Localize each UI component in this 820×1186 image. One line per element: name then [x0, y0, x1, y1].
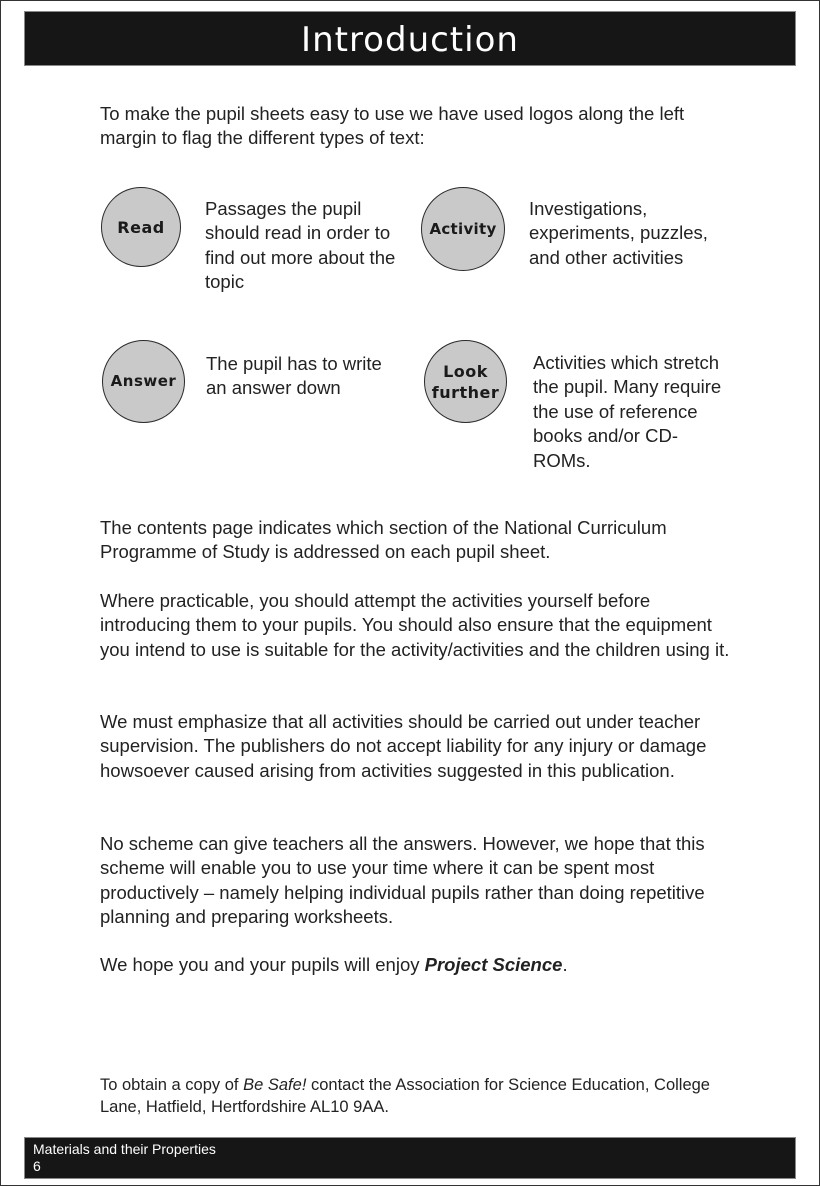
closing-suffix: . [562, 954, 568, 975]
footer-page-number: 6 [33, 1158, 41, 1174]
paragraph-scheme: No scheme can give teachers all the answers. However, we hope that this scheme will enable you to use your time where it can be spent most productively – namely helping individual pupils rather than doing repetitive planning and preparing worksheets. [100, 833, 705, 928]
footer-bar [24, 1137, 796, 1179]
footer-book-title: Materials and their Properties [33, 1141, 216, 1157]
logo-item-answer [102, 340, 406, 423]
logo-label-line1: Look [443, 361, 488, 381]
be-safe-note [100, 1074, 720, 1118]
logo-label: Activity [429, 219, 497, 238]
answer-logo-icon [102, 340, 185, 423]
note-emphasis: Be Safe! [243, 1076, 307, 1094]
title-bar [24, 11, 796, 66]
paragraph-practicable: Where practicable, you should attempt the activities yourself before introducing them to your pupils. You should also ensure that the equipment you intend to use is suitable for the activity/activities and the children using it. [100, 590, 730, 660]
paragraph-supervision: We must emphasize that all activities should be carried out under teacher supervision. The publishers do not accept liability for any injury or damage howsoever caused arising from activities suggested in this publication. [100, 711, 707, 781]
closing-prefix: We hope you and your pupils will enjoy [100, 954, 425, 975]
logo-item-read [101, 187, 410, 295]
logo-description: Passages the pupil should read in order to find out more about the topic [205, 198, 396, 293]
note-suffix: contact the Association for Science Education, College Lane, Hatfield, Hertfordshire AL10 9AA. [100, 1076, 710, 1116]
paragraph-closing [100, 953, 740, 977]
intro-paragraph: To make the pupil sheets easy to use we have used logos along the left margin to flag the different types of text: [100, 103, 685, 149]
logo-description: Activities which stretch the pupil. Many require the use of reference books and/or CD-ROMs. [533, 352, 722, 471]
paragraph-contents: The contents page indicates which section of the National Curriculum Programme of Study is addressed on each pupil sheet. [100, 517, 667, 563]
logo-label: Read [117, 217, 165, 237]
logo-label-line2: further [431, 382, 500, 402]
read-logo-icon [101, 187, 181, 267]
logo-label: Answer [110, 372, 177, 390]
logo-description: The pupil has to write an answer down [206, 353, 382, 399]
note-prefix: To obtain a copy of [100, 1076, 244, 1094]
closing-emphasis: Project Science [424, 954, 563, 975]
activity-logo-icon [421, 187, 505, 271]
logo-item-look-further [424, 340, 723, 473]
logo-item-activity [421, 187, 709, 271]
page-title: Introduction [301, 19, 519, 60]
logo-description: Investigations, experiments, puzzles, and other activities [529, 198, 708, 268]
look-further-logo-icon [424, 340, 507, 423]
